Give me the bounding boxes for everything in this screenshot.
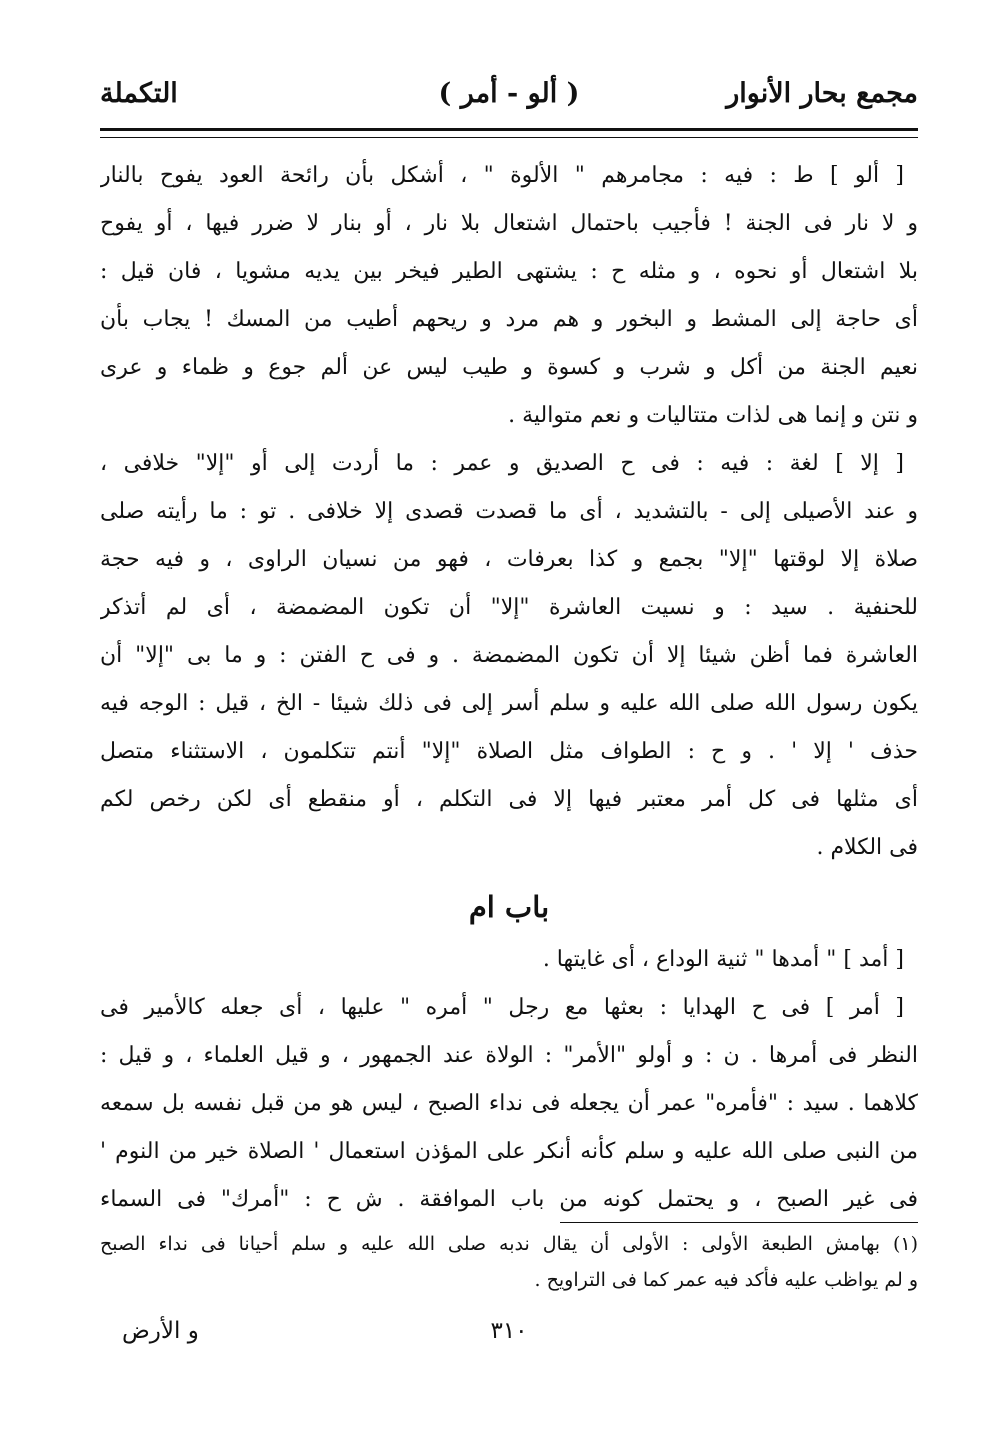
text-line: [ إلا ] لغة : فيه : فى ح الصديق و عمر : ما أردت إلى أو "إلا" خلافى ، (100, 451, 904, 476)
text-line: و نتن و إنما هى لذات متتاليات و نعم متوالية . (508, 403, 918, 428)
footnote (100, 1226, 918, 1298)
text-line: فى غير الصبح ، و يحتمل كونه من باب الموافقة . ش ح : "أمرك" فى السماء (100, 1187, 918, 1212)
page-footer (100, 1318, 918, 1358)
text-line: كلاهما . سيد : "فأمره" عمر أن يجعله فى نداء الصبح ، ليس هو من قبل نفسه بل سمعه (100, 1091, 918, 1116)
text-line: [ أمر ] فى ح الهدايا : بعثها مع رجل " أمره " عليها ، أى جعله كالأمير فى (100, 995, 904, 1020)
part-title: التكملة (100, 78, 178, 109)
text-line: حذف ' إلا ' . و ح : الطواف مثل الصلاة "إلا" أنتم تتكلمون ، الاستثناء متصل (100, 739, 918, 764)
text-line: للحنفية . سيد : و نسيت العاشرة "إلا" أن تكون المضمضة ، أى لم أتذكر (100, 595, 918, 620)
catchword: و الأرض (122, 1318, 199, 1344)
text-line: العاشرة فما أظن شيئا إلا أن تكون المضمضة . و فى ح الفتن : و ما بى "إلا" أن (100, 643, 918, 668)
header-rule-thick (100, 128, 918, 131)
text-line: فى الكلام . (816, 835, 918, 860)
text-line: من النبى صلى الله عليه و سلم كأنه أنكر على المؤذن استعمال ' الصلاة خير من النوم ' (100, 1139, 918, 1164)
text-line: [ ألو ] ط : فيه : مجامرهم " الألوة " ، أشكل بأن رائحة العود يفوح بالنار (100, 163, 904, 188)
text-line: أى حاجة إلى المشط و البخور و هم مرد و ريحهم أطيب من المسك ! يجاب بأن (100, 307, 918, 332)
text-line: بلا اشتعال أو نحوه ، و مثله ح : يشتهى الطير فيخر بين يديه مشويا ، فان قيل : (100, 259, 918, 284)
footnote-line: (١) بهامش الطبعة الأولى : الأولى أن يقال ندبه صلى الله عليه و سلم أحيانا فى نداء الصبح (100, 1233, 918, 1255)
text-line: [ أمد ] " أمدها " ثنية الوداع ، أى غايتها . (542, 947, 904, 972)
text-line: و عند الأصيلى إلى - بالتشديد ، أى ما قصدت قصدى إلا خلافى . تو : ما رأيته صلى (100, 499, 918, 524)
text-line: نعيم الجنة من أكل و شرب و كسوة و طيب ليس عن ألم جوع و ظماء و عرى (100, 355, 918, 380)
running-header (100, 78, 918, 122)
text-line: صلاة إلا لوقتها "إلا" بجمع و كذا بعرفات ، فهو من نسيان الراوى ، و فيه حجة (100, 547, 918, 572)
text-line: يكون رسول الله صلى الله عليه و سلم أسر إلى فى ذلك شيئا - الخ ، قيل : الوجه فيه (100, 691, 918, 716)
main-text (100, 152, 918, 1224)
book-title: مجمع بحار الأنوار (726, 78, 918, 109)
chapter-heading: باب ام (468, 890, 550, 924)
footnote-rule (560, 1222, 918, 1223)
header-rule-thin (100, 137, 918, 138)
text-line: و لا نار فى الجنة ! فأجيب باحتمال اشتعال بلا نار ، أو بنار لا ضرر فيها ، أو يفوح (100, 211, 918, 236)
page-number: ٣١٠ (490, 1318, 528, 1344)
text-line: النظر فى أمرها . ن : و أولو "الأمر" : الولاة عند الجمهور ، و قيل العلماء ، و قيل : (100, 1043, 918, 1068)
section-range: ( ألو - أمر ) (438, 78, 580, 109)
text-line: أى مثلها فى كل أمر معتبر فيها إلا فى التكلم ، أو منقطع أى لكن رخص لكم (100, 787, 918, 812)
footnote-line: و لم يواظب عليه فأكد فيه عمر كما فى التراويح . (534, 1269, 918, 1291)
